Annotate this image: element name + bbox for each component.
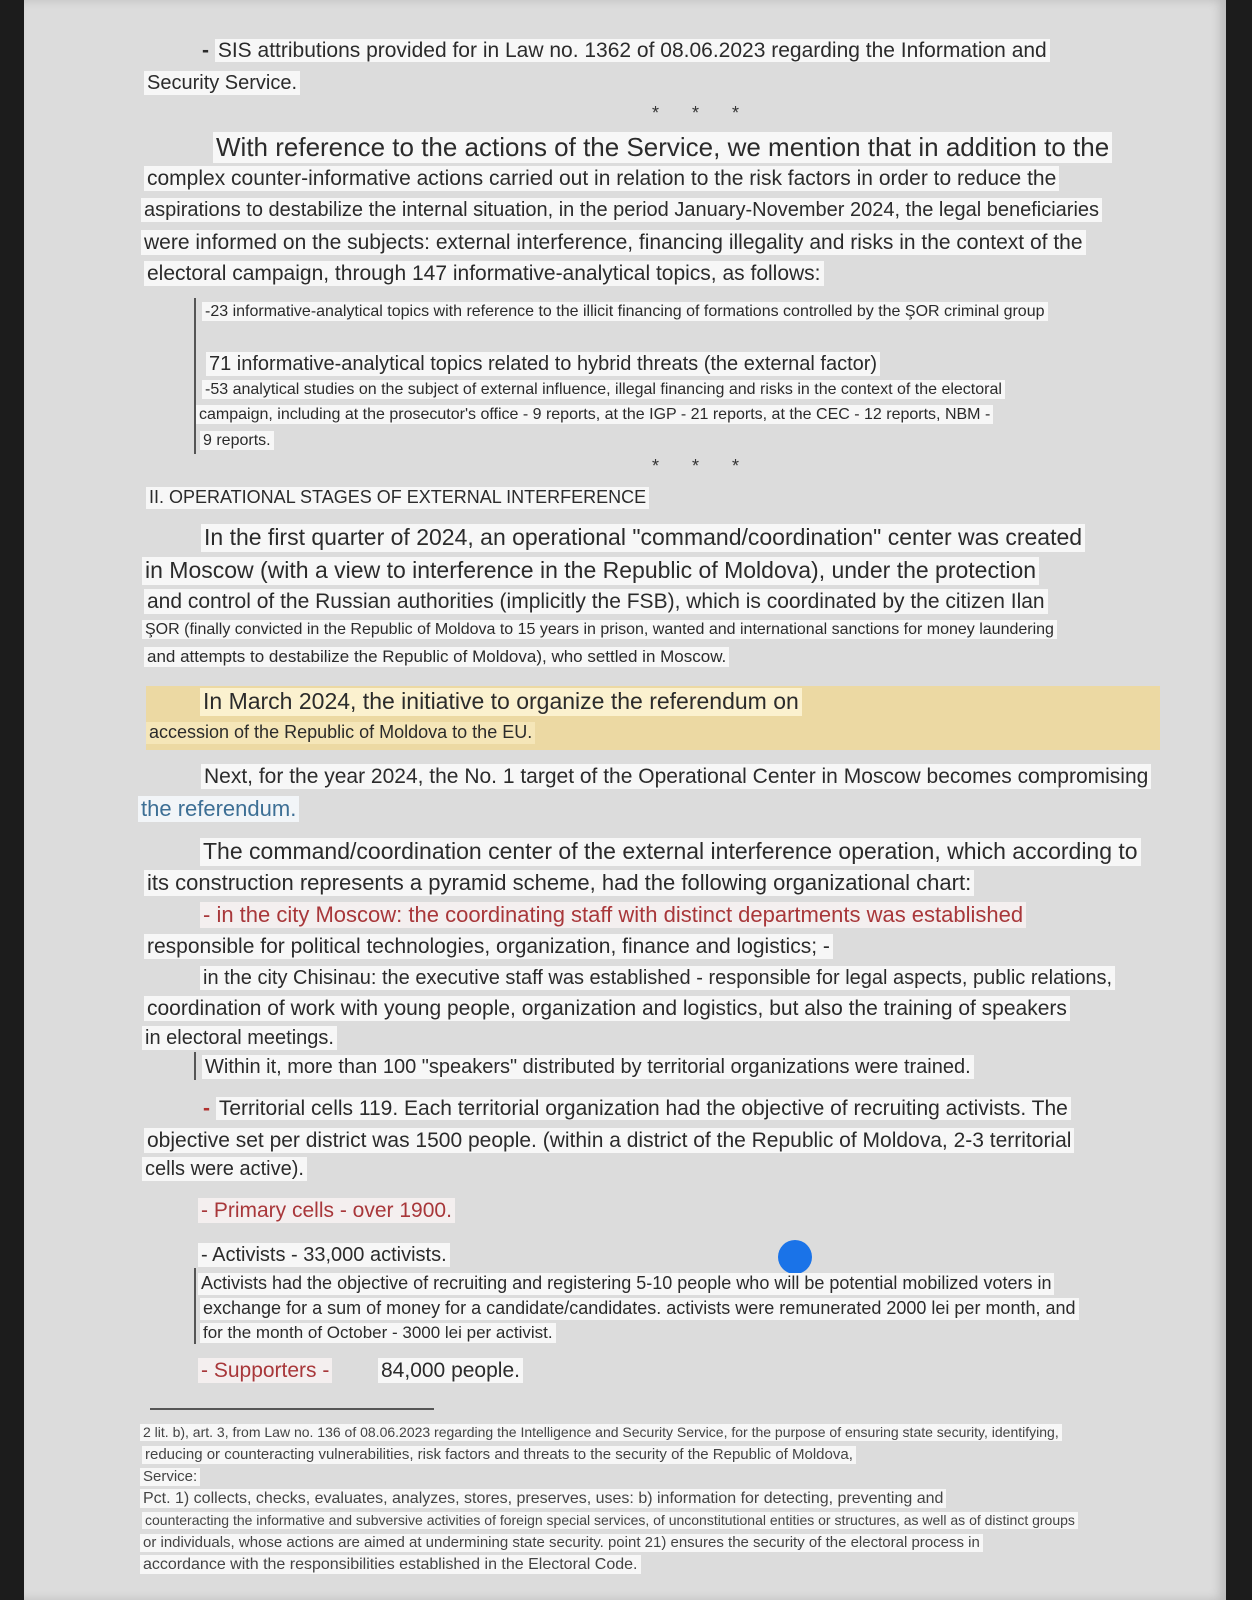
intro-dash: - bbox=[202, 39, 209, 62]
footnote-line6: or individuals, whose actions are aimed at undermining state security. point 21) ensures the security of the electoral process in bbox=[140, 1534, 983, 1552]
para5-line5: in the city Chisinau: the executive staff was established - responsible for legal aspects, public relations, bbox=[200, 966, 1115, 990]
intro-text: SIS attributions provided for in Law no. 1362 of 08.06.2023 regarding the Information and bbox=[215, 39, 1050, 62]
para5-line4: responsible for political technologies, organization, finance and logistics; - bbox=[144, 934, 833, 959]
para1-line2: complex counter-informative actions carried out in relation to the risk factors in order to reduce the bbox=[144, 166, 1059, 191]
topics-item3-line2: campaign, including at the prosecutor's office - 9 reports, at the IGP - 21 reports, at the CEC - 12 reports, NBM - bbox=[196, 405, 993, 424]
footnote-line5: counteracting the informative and subversive activities of foreign special services, of unconstitutional entities or structures, as well as of distinct groups bbox=[142, 1512, 1078, 1529]
para5-line8: Within it, more than 100 "speakers" distributed by territorial organizations were trained. bbox=[202, 1055, 974, 1079]
topics-item3-line1: -53 analytical studies on the subject of external influence, illegal financing and risks in the context of the electoral bbox=[202, 380, 1005, 399]
footnote-line4: Pct. 1) collects, checks, evaluates, analyzes, stores, preserves, uses: b) information for detecting, preventing and bbox=[140, 1489, 946, 1508]
para1-line4: were informed on the subjects: external interference, financing illegality and risks in the context of the bbox=[141, 230, 1086, 255]
primary-cells: - Primary cells - over 1900. bbox=[198, 1198, 455, 1223]
topics-item3-line3: 9 reports. bbox=[200, 431, 274, 450]
section-heading: II. OPERATIONAL STAGES OF EXTERNAL INTERFERENCE bbox=[146, 487, 649, 509]
para6-line1 bbox=[200, 1096, 1074, 1121]
document-page bbox=[24, 0, 1226, 1600]
supporters-value: 84,000 people. bbox=[378, 1358, 523, 1383]
para2-line4: ŞOR (finally convicted in the Republic of Moldova to 15 years in prison, wanted and international sanctions for money laundering bbox=[142, 620, 1057, 639]
para3-line2: accession of the Republic of Moldova to the EU. bbox=[146, 722, 535, 744]
topics-item1: -23 informative-analytical topics with reference to the illicit financing of formations controlled by the ŞOR criminal group bbox=[202, 302, 1048, 321]
separator-2: * * * bbox=[652, 456, 754, 476]
para1-line5: electoral campaign, through 147 informative-analytical topics, as follows: bbox=[144, 261, 824, 286]
para1-line1: With reference to the actions of the Service, we mention that in addition to the bbox=[213, 132, 1112, 163]
footnote-line3: Service: bbox=[140, 1468, 200, 1486]
footnote-line7: accordance with the responsibilities established in the Electoral Code. bbox=[140, 1555, 641, 1574]
activists-line2: exchange for a sum of money for a candidate/candidates. activists were remunerated 2000 lei per month, and bbox=[200, 1298, 1079, 1320]
para6-dash: - bbox=[203, 1097, 210, 1120]
footnote-line1: 2 lit. b), art. 3, from Law no. 136 of 08.06.2023 regarding the Intelligence and Security Service, for the purpose of ensuring state security, identifying, bbox=[140, 1424, 1062, 1441]
highlighted-paragraph bbox=[146, 686, 1160, 750]
para5-line2: its construction represents a pyramid scheme, had the following organizational chart: bbox=[144, 870, 974, 896]
para2-line5: and attempts to destabilize the Republic of Moldova), who settled in Moscow. bbox=[144, 647, 729, 667]
footnote-divider bbox=[150, 1408, 434, 1410]
activists-title: - Activists - 33,000 activists. bbox=[198, 1243, 450, 1267]
activists-line1: Activists had the objective of recruiting and registering 5-10 people who will be potential mobilized voters in bbox=[198, 1273, 1054, 1295]
para2-line2: in Moscow (with a view to interference in the Republic of Moldova), under the protection bbox=[142, 557, 1039, 585]
intro-bullet-line1 bbox=[199, 38, 1053, 63]
para6-line3: cells were active). bbox=[142, 1157, 307, 1181]
footnote-line2: reducing or counteracting vulnerabilities, risk factors and threats to the security of the Republic of Moldova, bbox=[142, 1446, 856, 1464]
topics-item2: 71 informative-analytical topics related to hybrid threats (the external factor) bbox=[206, 352, 880, 376]
para2-line3: and control of the Russian authorities (implicitly the FSB), which is coordinated by the citizen Ilan bbox=[144, 589, 1048, 614]
para3-line1: In March 2024, the initiative to organize the referendum on bbox=[200, 688, 802, 716]
speakers-vertical-bar bbox=[194, 1052, 196, 1080]
para5-line3: - in the city Moscow: the coordinating staff with distinct departments was established bbox=[200, 902, 1026, 928]
intro-bullet-line2: Security Service. bbox=[144, 71, 300, 95]
para5-line6: coordination of work with young people, organization and logistics, but also the training of speakers bbox=[144, 996, 1070, 1021]
separator-1: * * * bbox=[652, 103, 754, 123]
cursor-dot bbox=[778, 1240, 812, 1274]
topics-vertical-bar bbox=[194, 298, 196, 454]
activists-line3: for the month of October - 3000 lei per activist. bbox=[200, 1323, 556, 1343]
supporters-label: - Supporters - bbox=[198, 1358, 332, 1383]
para1-line3: aspirations to destabilize the internal situation, in the period January-November 2024, the legal beneficiaries bbox=[141, 198, 1102, 222]
para4-line2: the referendum. bbox=[138, 796, 299, 822]
activists-vertical-bar bbox=[194, 1268, 196, 1344]
para5-line7: in electoral meetings. bbox=[142, 1026, 337, 1050]
para6-line2: objective set per district was 1500 people. (within a district of the Republic of Moldova, 2-3 territorial bbox=[144, 1128, 1074, 1153]
para5-line1: The command/coordination center of the external interference operation, which according to bbox=[200, 838, 1141, 866]
para4-line1: Next, for the year 2024, the No. 1 target of the Operational Center in Moscow becomes compromising bbox=[201, 764, 1151, 789]
para2-line1: In the first quarter of 2024, an operational "command/coordination" center was created bbox=[201, 524, 1085, 552]
para6-text: Territorial cells 119. Each territorial organization had the objective of recruiting activists. The bbox=[216, 1097, 1071, 1120]
